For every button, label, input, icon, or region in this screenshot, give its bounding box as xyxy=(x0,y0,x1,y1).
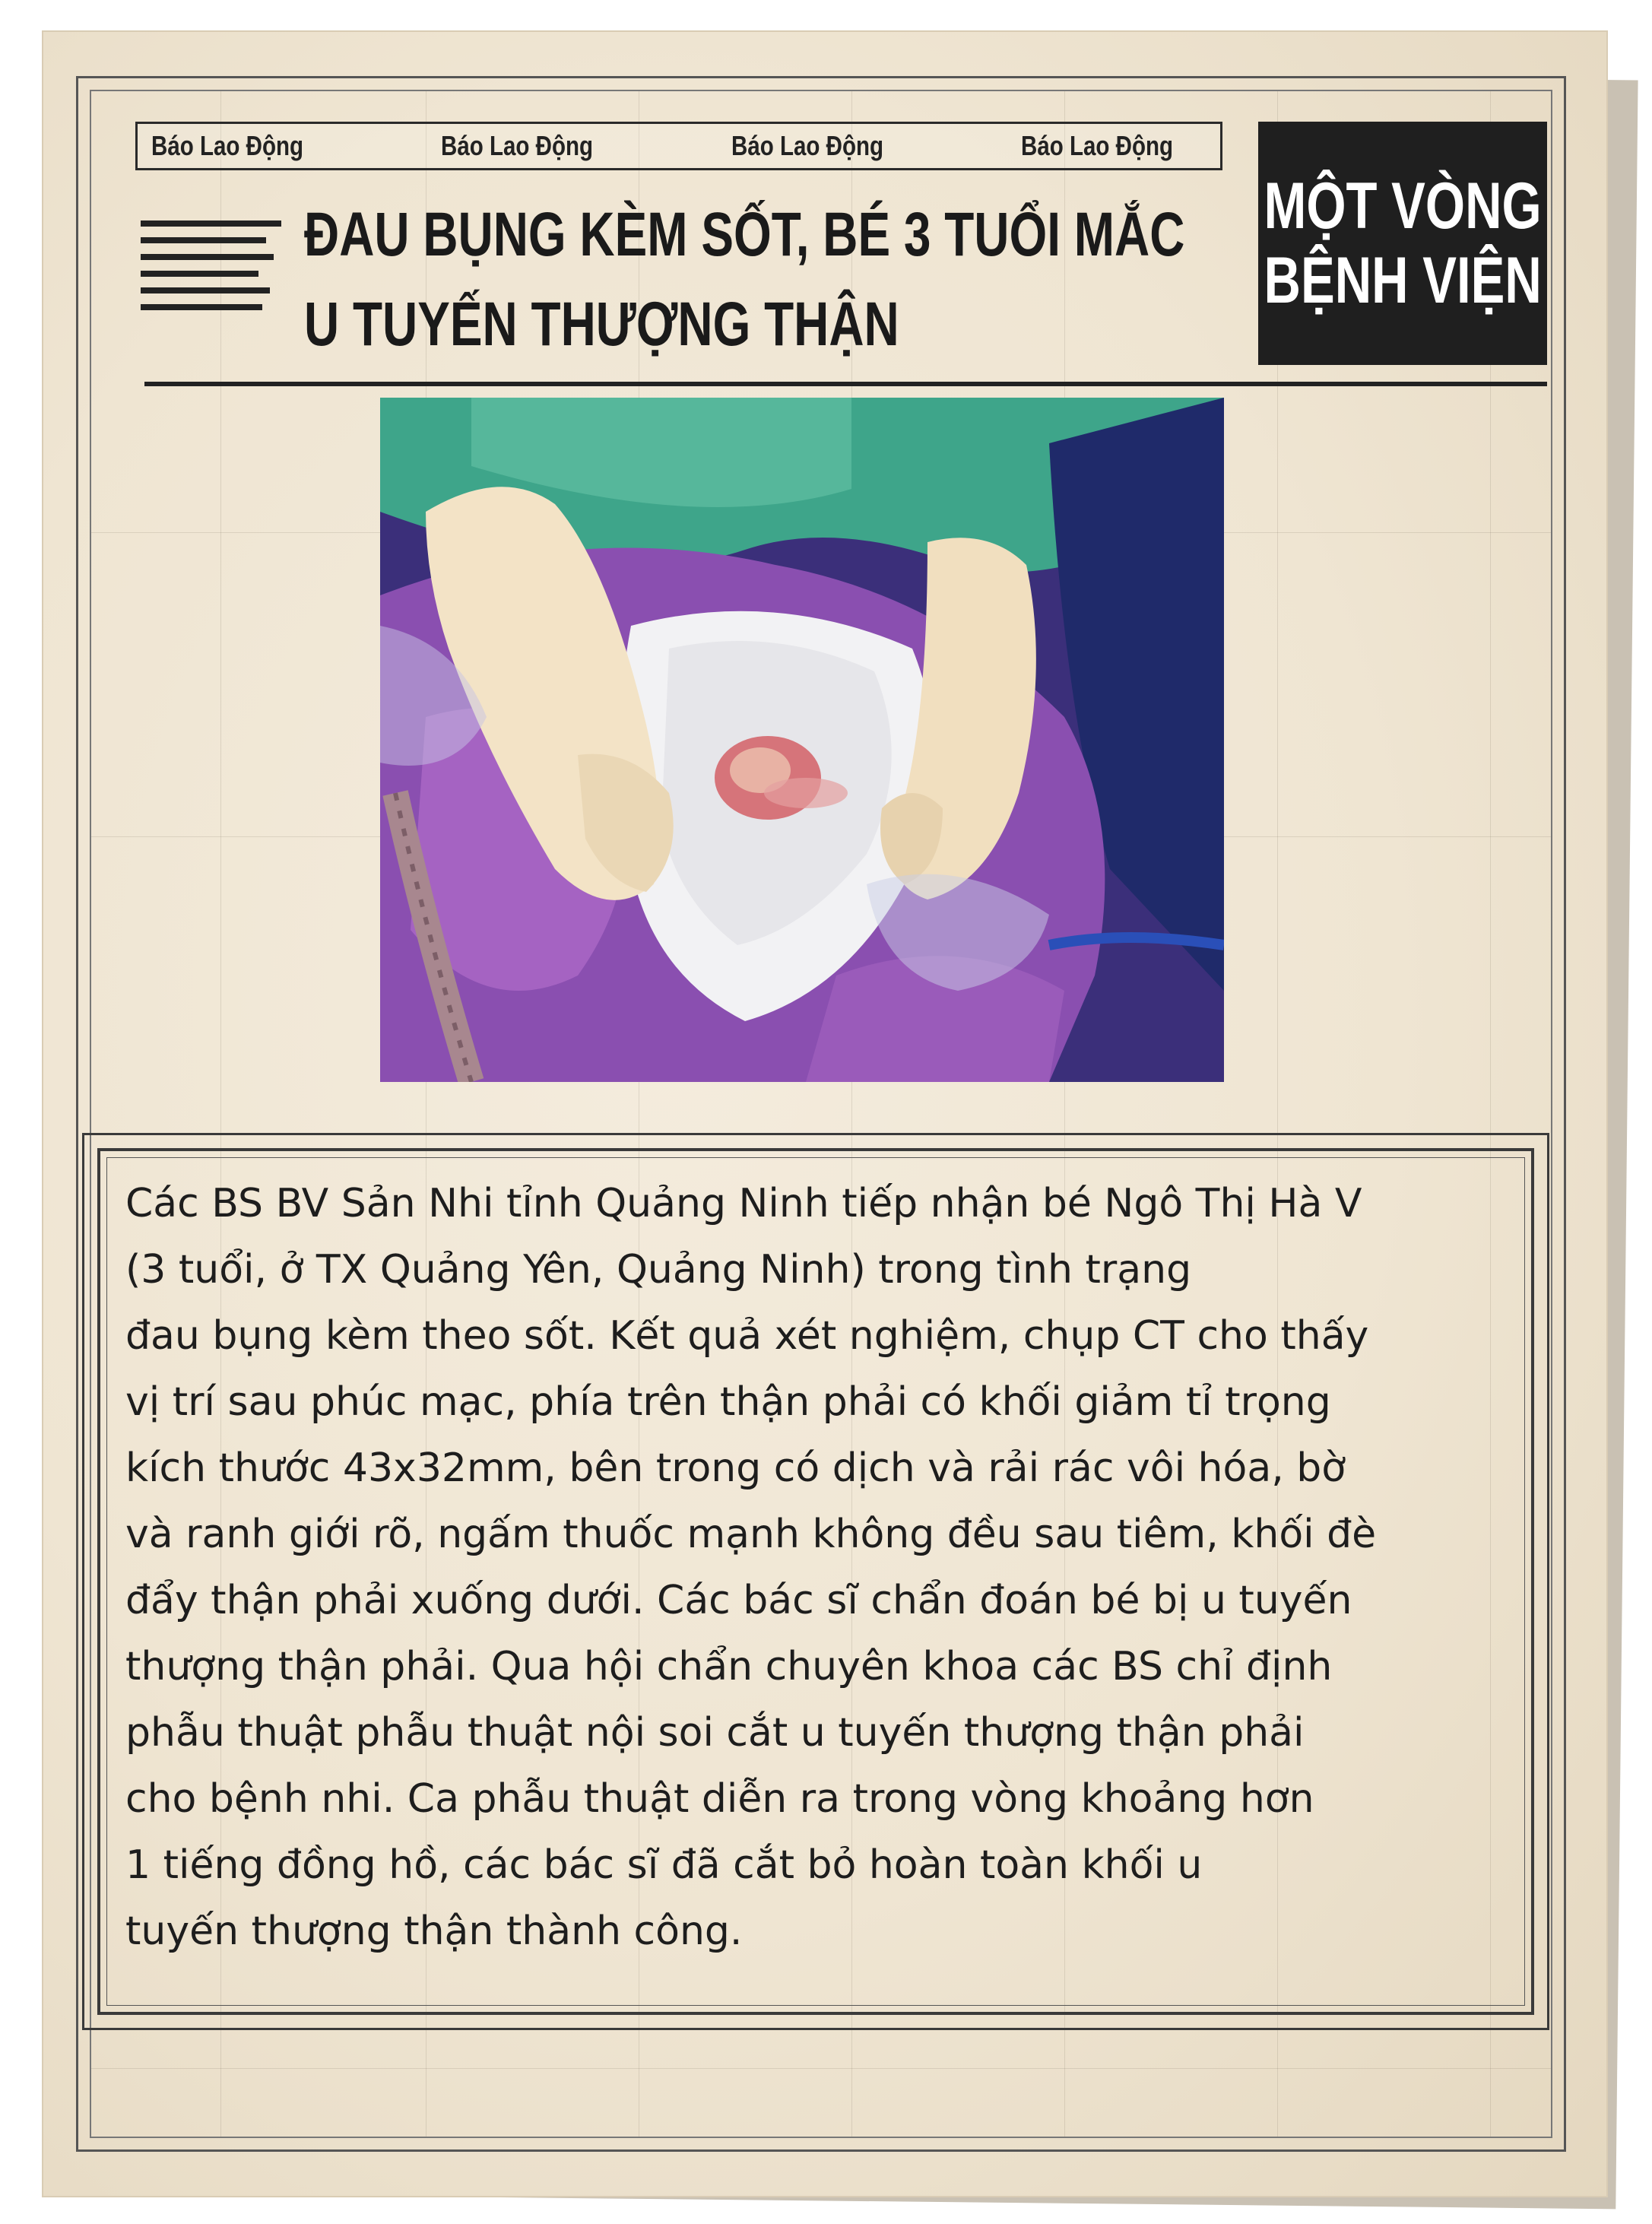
surgery-photo-icon xyxy=(380,398,1224,1082)
section-badge xyxy=(1258,122,1547,365)
surgery-photo xyxy=(380,398,1224,1082)
section-line-1: MỘT VÒNG xyxy=(1264,170,1542,243)
article-line: đau bụng kèm theo sốt. Kết quả xét nghiệm, chụp CT cho thấy xyxy=(125,1313,1369,1359)
masthead-bar xyxy=(135,122,1222,170)
decorative-stripes xyxy=(141,220,281,321)
article-line: Các BS BV Sản Nhi tỉnh Quảng Ninh tiếp nhận bé Ngô Thị Hà V xyxy=(125,1181,1362,1226)
article-line: cho bệnh nhi. Ca phẫu thuật diễn ra trong vòng khoảng hơn xyxy=(125,1776,1314,1822)
page-title xyxy=(304,190,1185,370)
masthead-label: Báo Lao Động xyxy=(151,130,304,161)
header-divider xyxy=(144,382,1547,386)
article-line: kích thước 43x32mm, bên trong có dịch và rải rác vôi hóa, bờ xyxy=(125,1445,1346,1491)
masthead-label: Báo Lao Động xyxy=(1020,130,1174,161)
article-line: đẩy thận phải xuống dưới. Các bác sĩ chẩn đoán bé bị u tuyến xyxy=(125,1578,1352,1623)
article-body xyxy=(125,1171,1539,1965)
article-line: vị trí sau phúc mạc, phía trên thận phải có khối giảm tỉ trọng xyxy=(125,1379,1331,1425)
article-line: tuyến thượng thận thành công. xyxy=(125,1908,743,1954)
masthead-label: Báo Lao Động xyxy=(441,130,594,161)
article-line: và ranh giới rõ, ngấm thuốc mạnh không đều sau tiêm, khối đè xyxy=(125,1512,1377,1557)
article-line: phẫu thuật phẫu thuật nội soi cắt u tuyến thượng thận phải xyxy=(125,1710,1305,1756)
headline-line-1: ĐAU BỤNG KÈM SỐT, BÉ 3 TUỔI MẮC xyxy=(304,200,1185,269)
article-line: 1 tiếng đồng hồ, các bác sĩ đã cắt bỏ hoàn toàn khối u xyxy=(125,1842,1203,1888)
masthead-label: Báo Lao Động xyxy=(731,130,883,161)
article-line: thượng thận phải. Qua hội chẩn chuyên khoa các BS chỉ định xyxy=(125,1644,1333,1689)
article-line: (3 tuổi, ở TX Quảng Yên, Quảng Ninh) trong tình trạng xyxy=(125,1247,1192,1293)
section-line-2: BỆNH VIỆN xyxy=(1264,244,1542,317)
headline-line-2: U TUYẾN THƯỢNG THẬN xyxy=(304,290,899,359)
